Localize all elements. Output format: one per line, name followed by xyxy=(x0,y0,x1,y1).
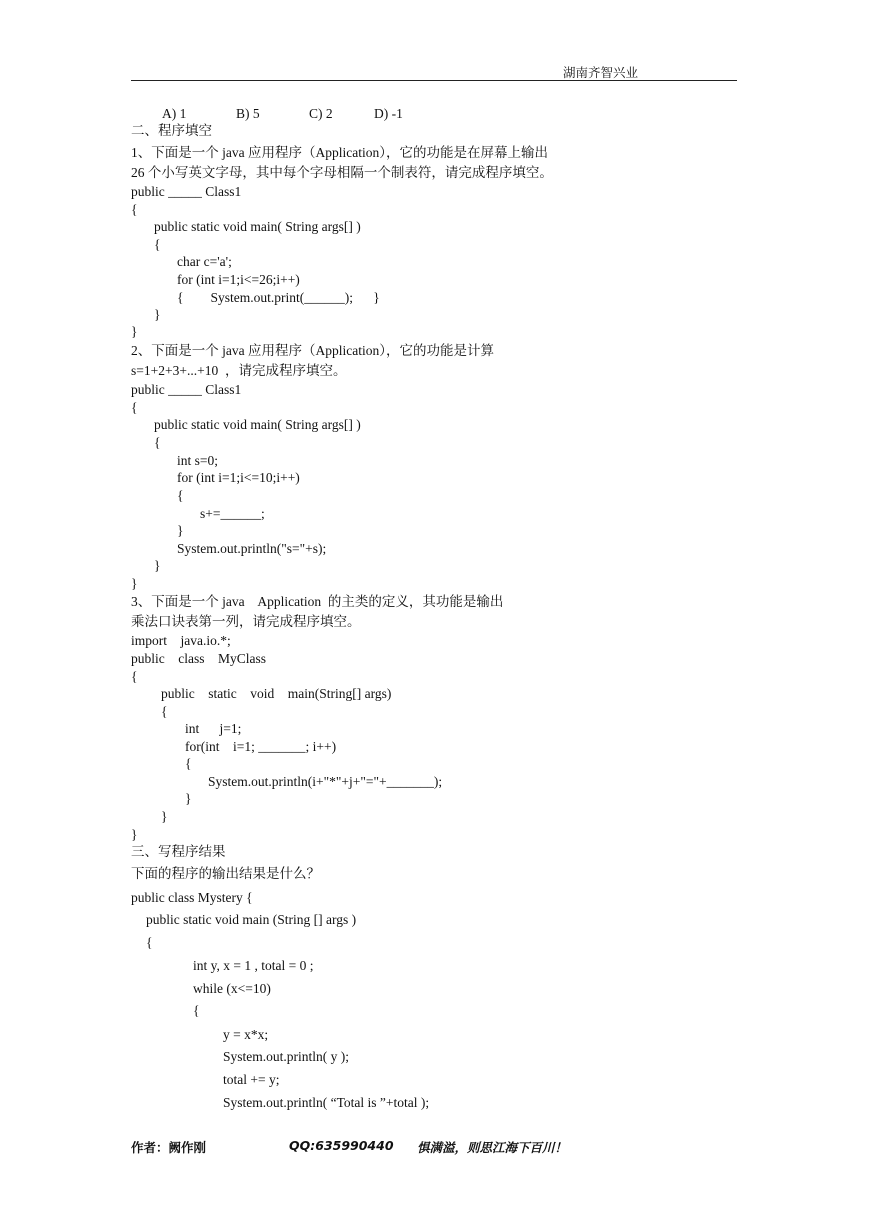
code-line: System.out.println( “Total is ”+total ); xyxy=(223,1095,430,1110)
code-line: { xyxy=(131,400,138,415)
footer-motto: 惧满溢，则思江海下百川！ xyxy=(417,1140,568,1155)
question-text: 2、下面是一个 java 应用程序（Application），它的功能是计算 xyxy=(131,343,494,358)
code-line: } xyxy=(131,827,138,842)
code-line: { xyxy=(185,756,192,771)
section-title: 三、写程序结果 xyxy=(131,844,226,859)
footer-qq: QQ:635990440 xyxy=(289,1138,394,1153)
question-text: s=1+2+3+...+10 ，请完成程序填空。 xyxy=(131,363,347,378)
code-line: public class MyClass xyxy=(131,651,266,666)
question-text: 3、下面是一个 java Application 的主类的定义，其功能是输出 xyxy=(131,594,504,609)
code-line: System.out.println("s="+s); xyxy=(177,541,327,556)
code-line: { xyxy=(161,704,168,719)
code-line: } xyxy=(154,307,161,322)
code-line: import java.io.*; xyxy=(131,633,231,648)
code-line: public static void main( String args[] ) xyxy=(154,417,361,432)
option-c: C) 2 xyxy=(309,106,333,121)
code-line: public static void main (String [] args ) xyxy=(146,912,357,927)
code-line: public _____ Class1 xyxy=(131,382,242,397)
section-title: 二、程序填空 xyxy=(131,123,212,138)
question-text: 乘法口诀表第一列，请完成程序填空。 xyxy=(131,614,361,629)
code-line: int y, x = 1 , total = 0 ; xyxy=(193,958,314,973)
code-line: y = x*x; xyxy=(223,1027,269,1042)
code-line: char c='a'; xyxy=(177,254,232,269)
question-text: 下面的程序的输出结果是什么？ xyxy=(131,866,320,881)
code-line: } xyxy=(154,558,161,573)
header-rule xyxy=(131,80,737,81)
question-text: 26 个小写英文字母，其中每个字母相隔一个制表符，请完成程序填空。 xyxy=(131,165,553,180)
header-company: 湖南齐智兴业 xyxy=(563,66,639,80)
code-line: public class Mystery { xyxy=(131,890,253,905)
code-line: } xyxy=(177,523,184,538)
code-line: int j=1; xyxy=(185,721,242,736)
code-line: while (x<=10) xyxy=(193,981,271,996)
code-line: } xyxy=(185,791,192,806)
option-a: A) 1 xyxy=(162,106,187,121)
code-line: { System.out.print(______); } xyxy=(177,290,380,305)
code-line: { xyxy=(146,935,153,950)
code-line: total += y; xyxy=(223,1072,280,1087)
code-line: { xyxy=(177,488,184,503)
code-line: for (int i=1;i<=26;i++) xyxy=(177,272,300,287)
question-text: 1、下面是一个 java 应用程序（Application），它的功能是在屏幕上输出 xyxy=(131,145,548,160)
option-d: D) -1 xyxy=(374,106,403,121)
code-line: { xyxy=(154,237,161,252)
code-line: System.out.println( y ); xyxy=(223,1049,349,1064)
code-line: public _____ Class1 xyxy=(131,184,242,199)
code-line: { xyxy=(193,1003,200,1018)
code-line: { xyxy=(131,669,138,684)
code-line: public static void main(String[] args) xyxy=(161,686,392,701)
code-line: s+=______; xyxy=(200,506,265,521)
code-line: for(int i=1; _______; i++) xyxy=(185,739,337,754)
code-line: } xyxy=(161,809,168,824)
option-b: B) 5 xyxy=(236,106,260,121)
code-line: int s=0; xyxy=(177,453,218,468)
code-line: for (int i=1;i<=10;i++) xyxy=(177,470,300,485)
code-line: { xyxy=(154,435,161,450)
code-line: { xyxy=(131,202,138,217)
code-line: } xyxy=(131,324,138,339)
code-line: public static void main( String args[] ) xyxy=(154,219,361,234)
code-line: System.out.println(i+"*"+j+"="+_______); xyxy=(208,774,443,789)
footer-author: 作者：阙作刚 xyxy=(131,1140,207,1155)
code-line: } xyxy=(131,576,138,591)
